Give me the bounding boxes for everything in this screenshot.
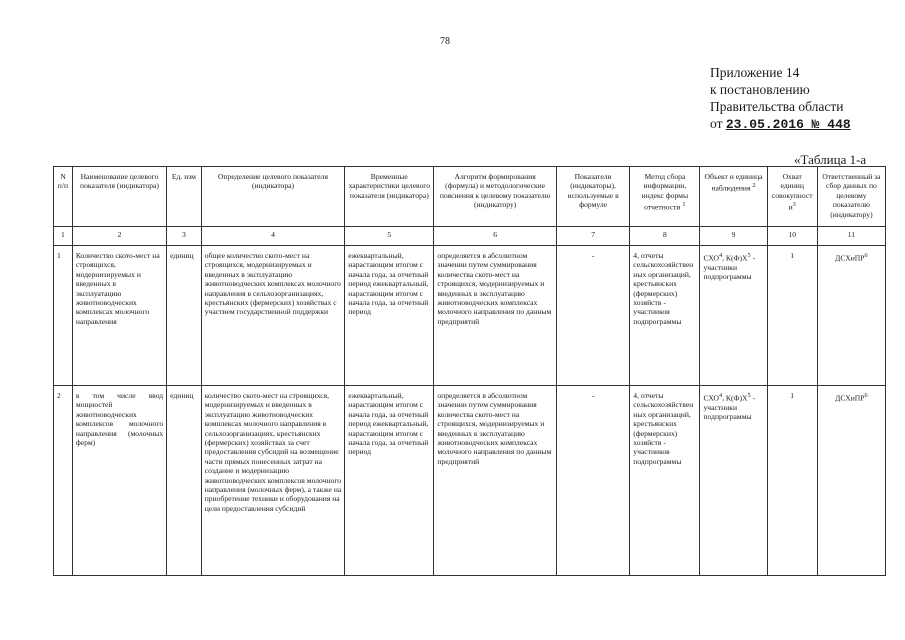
indicator-definition: количество ското-мест на строящихся, модернизируемых и введенных в эксплуатацию животноводческих комплексах молочного направления в сельхозорганизациях, крестьянских (фермерских) хозяйствах за счет предоставления субсидий на возмещение части прямых понесенных затрат на создание и модернизацию животноводческих комплексов молочного направления (молочных ферм), а также на приобретение техники и оборудования на цели предоставления субсидий [201, 386, 345, 576]
header-name: Наименование целевого показателя (индикатора) [72, 167, 166, 227]
indicator-object: СХО$^4$, $К(Ф)Х^5$ - участники подпрограммы [700, 246, 767, 386]
table-caption: «Таблица 1-а [794, 152, 867, 167]
page-number: 78 [440, 36, 450, 47]
object-participants: - участники подпрограммы [703, 393, 756, 422]
appendix-line-1: Приложение 14 [710, 65, 800, 80]
indicator-method: 4, отчеты сельскохозяйственных организаций, крестьянских (фермерских) хозяйств - участников подпрограммы [630, 386, 700, 576]
indicator-formula-inputs: - [556, 246, 629, 386]
object-kfx-footnote: 5 [747, 392, 751, 399]
column-number: 4 [201, 227, 345, 246]
column-number: 8 [630, 227, 700, 246]
column-number: 10 [767, 227, 817, 246]
indicator-algorithm: определяется в абсолютном значении путем суммирования количества ското-мест на строящихся, модернизируемых и введенных в эксплуатацию животноводческих комплексах молочного направления по данным предприятий [434, 386, 557, 576]
column-number: 3 [167, 227, 202, 246]
appendix-line-3: Правительства области [710, 99, 844, 114]
header-unit: Ед. изм [167, 167, 202, 227]
date-value: 23.05.2016 № 448 [725, 117, 851, 132]
indicator-coverage: 1 [767, 386, 817, 576]
table-row [54, 386, 886, 576]
indicator-definition: общее количество ското-мест на строящихся, модернизируемых и введенных в эксплуатацию животноводческих комплексах молочного направления в сельхозорганизациях, крестьянских (фермерских) хозяйствах с участием государственной поддержки [201, 246, 345, 386]
date-prefix: от [710, 116, 723, 131]
indicator-unit: единиц [167, 246, 202, 386]
appendix-line-2: к постановлению [710, 82, 810, 97]
indicator-name: в том числе ввод мощностей животноводческих комплексов молочного направления (молочных ферм) [72, 386, 166, 576]
column-number: 6 [434, 227, 557, 246]
indicator-responsible [817, 386, 885, 576]
object-kfx-footnote: 5 [747, 252, 751, 259]
column-number: 1 [54, 227, 73, 246]
indicator-coverage: 1 [767, 246, 817, 386]
object-sxo-footnote: 4 [718, 392, 723, 399]
indicator-name: Количество ското-мест на строящихся, модернизируемых и введенных в эксплуатацию животноводческих комплексах молочного направления [72, 246, 166, 386]
header-object [700, 167, 767, 227]
header-method-text: Метод сбора информации, индекс формы отчетности [641, 172, 689, 212]
indicator-time: ежеквартальный, нарастающим итогом с начала года, за отчетный период ежеквартальный, нарастающим итогом с начала года, за отчетный период [345, 386, 434, 576]
header-time: Временные характеристики целевого показателя (индикатора) [345, 167, 434, 227]
header-coverage-text: Охват единиц совокупности [771, 172, 813, 212]
indicators-table [53, 166, 886, 576]
header-indicators: Показатели (индикаторы), используемые в формуле [556, 167, 629, 227]
column-number: 11 [817, 227, 885, 246]
column-number: 7 [556, 227, 629, 246]
object-sxo: СХО [703, 393, 719, 403]
row-number: 2 [54, 386, 73, 576]
appendix-header [710, 64, 851, 133]
row-number: 1 [54, 246, 73, 386]
object-sxo-footnote: 4 [718, 252, 723, 259]
object-sxo: СХО [703, 253, 719, 263]
header-object-text: Объект и единица наблюдения [704, 172, 763, 193]
responsible-footnote: 6 [864, 392, 868, 399]
header-coverage-footnote: 3 [792, 201, 796, 209]
header-responsible: Ответственный за сбор данных по целевому показателю (индикатору) [817, 167, 885, 227]
header-coverage [767, 167, 817, 227]
indicator-method: 4, отчеты сельскохозяйственных организаций, крестьянских (фермерских) хозяйств - участников подпрограммы [630, 246, 700, 386]
object-participants: - участники подпрограммы [703, 253, 756, 282]
table-row [54, 246, 886, 386]
responsible-footnote: 6 [864, 252, 868, 259]
responsible-text: ДСХиПР [835, 253, 865, 263]
object-kfx: К(Ф)Х [725, 393, 748, 403]
header-method [630, 167, 700, 227]
column-number-row [54, 227, 886, 246]
header-method-footnote: 1 [682, 201, 686, 209]
column-number: 9 [700, 227, 767, 246]
appendix-date [710, 115, 851, 133]
column-number: 5 [345, 227, 434, 246]
header-row [54, 167, 886, 227]
header-algorithm: Алгоритм формирования (формула) и методологические пояснения к целевому показателю (индикатору) [434, 167, 557, 227]
header-n: N п/п [54, 167, 73, 227]
indicator-formula-inputs: - [556, 386, 629, 576]
indicator-unit: единиц [167, 386, 202, 576]
indicator-algorithm: определяется в абсолютном значении путем суммирования количества ското-мест на строящихся, модернизируемых и введенных в эксплуатацию животноводческих комплексах молочного направления по данным предприятий [434, 246, 557, 386]
indicator-object: СХО$^4$, $К(Ф)Х^5$ - участники подпрограммы [700, 386, 767, 576]
indicator-time: ежеквартальный, нарастающим итогом с начала года, за отчетный период ежеквартальный, нарастающим итогом с начала года, за отчетный период [345, 246, 434, 386]
header-object-footnote: 2 [752, 182, 756, 190]
header-definition: Определение целевого показателя (индикатора) [201, 167, 345, 227]
object-kfx: К(Ф)Х [725, 253, 748, 263]
responsible-text: ДСХиПР [835, 393, 865, 403]
column-number: 2 [72, 227, 166, 246]
indicator-responsible [817, 246, 885, 386]
